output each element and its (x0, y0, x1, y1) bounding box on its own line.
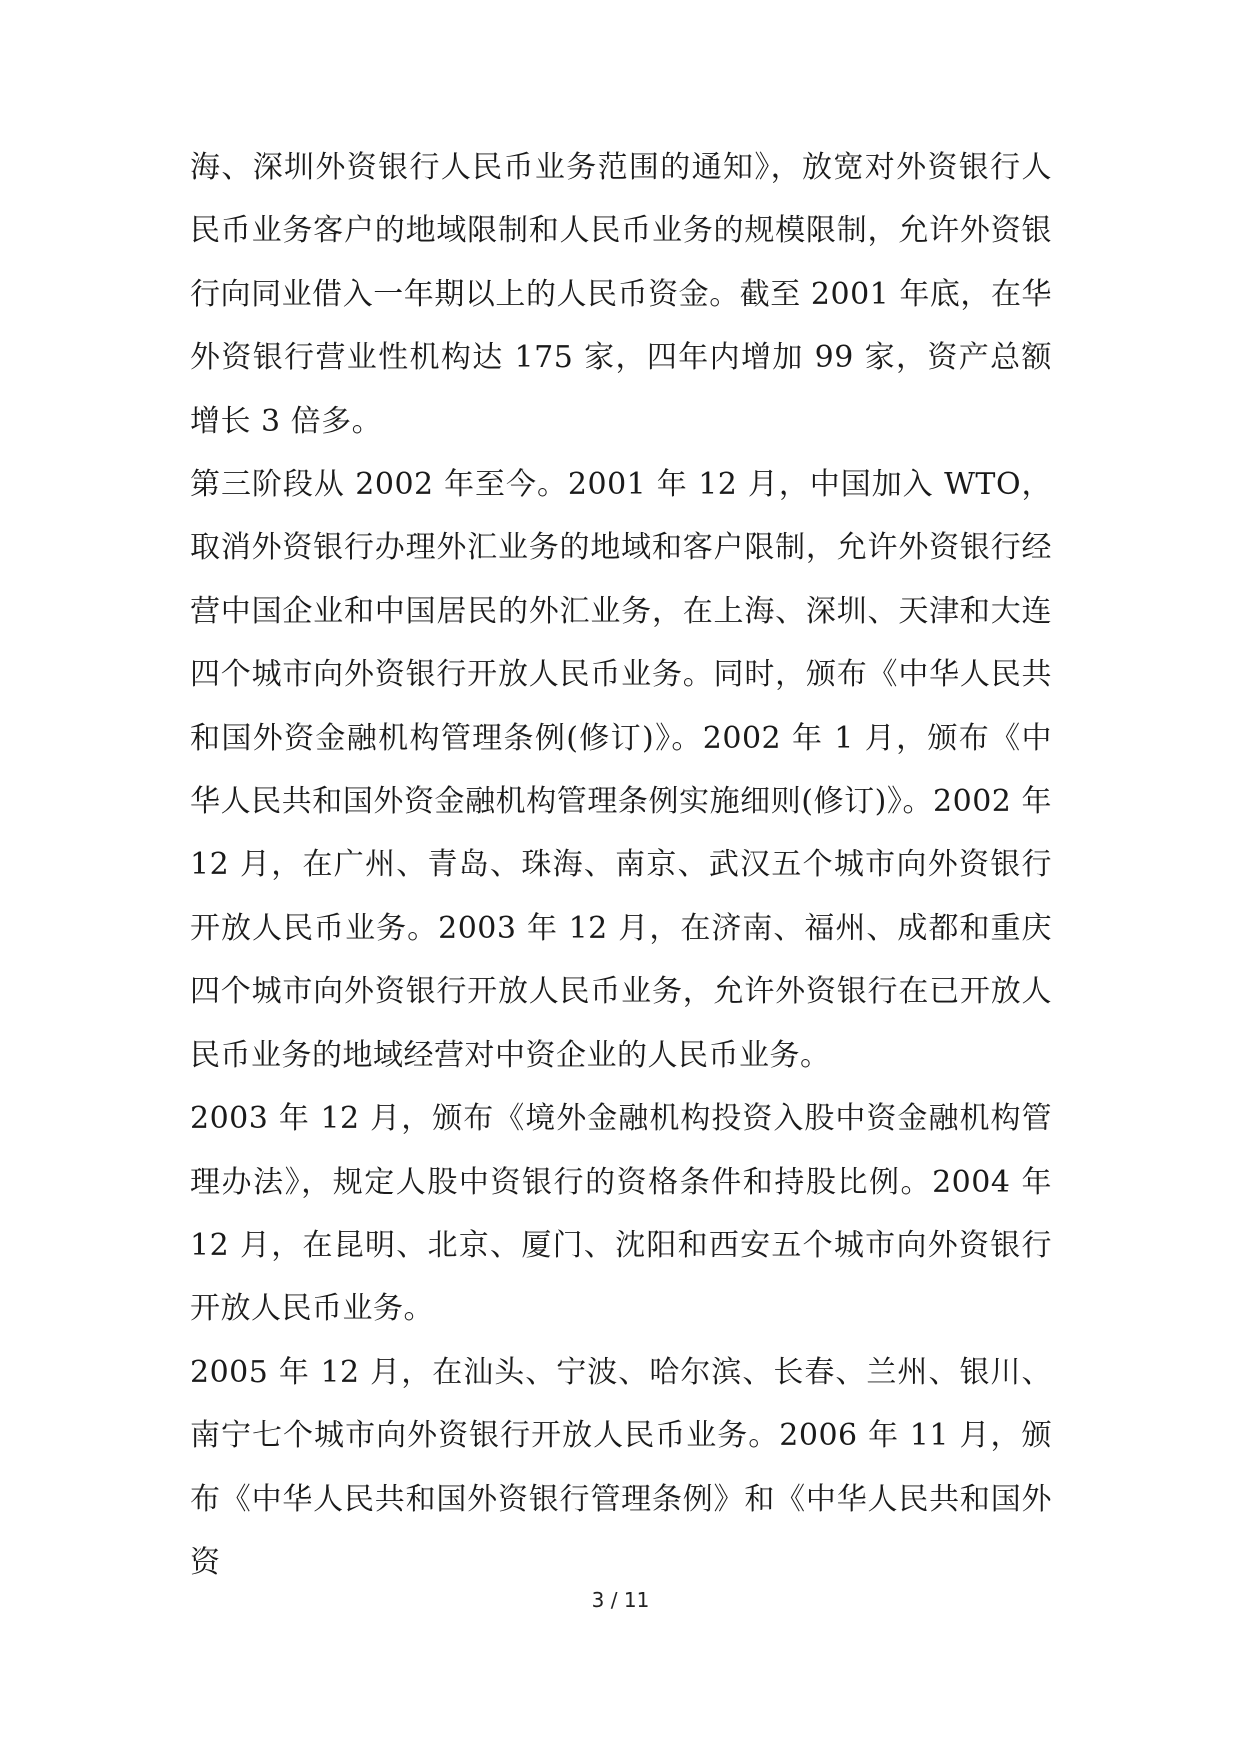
paragraph: 2005 年 12 月，在汕头、宁波、哈尔滨、长春、兰州、银川、南宁七个城市向外资银行开放人民币业务。2006 年 11 月，颁布《中华人民共和国外资银行管理条例》和《中华人民共和国外资 (190, 1354, 1052, 1580)
document-body (190, 136, 1052, 1594)
paragraph: 第三阶段从 2002 年至今。2001 年 12 月，中国加入 WTO，取消外资银行办理外汇业务的地域和客户限制，允许外资银行经营中国企业和中国居民的外汇业务，在上海、深圳、天津和大连四个城市向外资银行开放人民币业务。同时，颁布《中华人民共和国外资金融机构管理条例(修订)》。2002 年 1 月，颁布《中华人民共和国外资金融机构管理条例实施细则(修订)》。2002 年 12 月，在广州、青岛、珠海、南京、武汉五个城市向外资银行开放人民币业务。2003 年 12 月，在济南、福州、成都和重庆四个城市向外资银行开放人民币业务，允许外资银行在已开放人民币业务的地域经营对中资企业的人民币业务。 (190, 467, 1052, 1073)
paragraph: 海、深圳外资银行人民币业务范围的通知》，放宽对外资银行人民币业务客户的地域限制和人民币业务的规模限制，允许外资银行向同业借入一年期以上的人民币资金。截至 2001 年底，在华外资银行营业性机构达 175 家，四年内增加 99 家，资产总额增长 3 倍多。 (190, 150, 1052, 439)
page-number: 3 / 11 (591, 1588, 650, 1612)
paragraph: 2003 年 12 月，颁布《境外金融机构投资入股中资金融机构管理办法》，规定人股中资银行的资格条件和持股比例。2004 年 12 月，在昆明、北京、厦门、沈阳和西安五个城市向外资银行开放人民币业务。 (190, 1101, 1052, 1327)
